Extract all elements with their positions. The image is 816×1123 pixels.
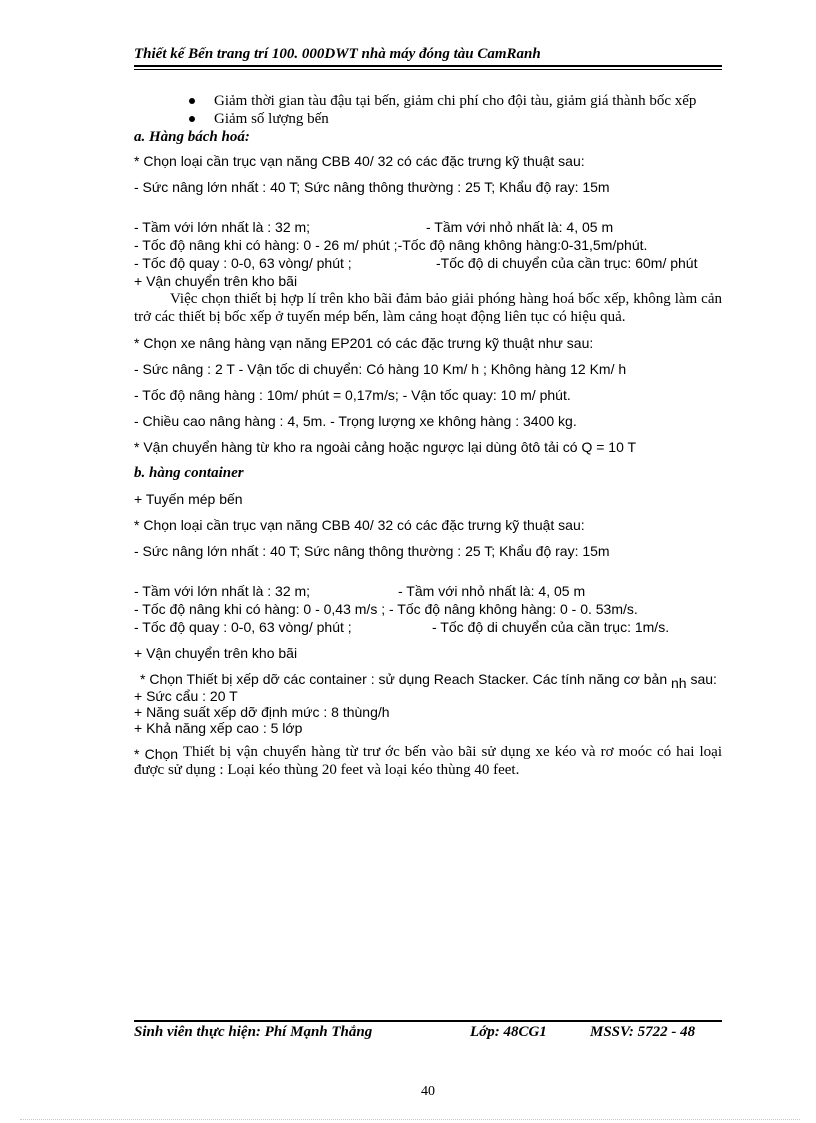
bullet-item: Giảm thời gian tàu đậu tại bến, giảm chi phí cho đội tàu, giảm giá thành bốc xếp — [134, 92, 722, 110]
section-b-heading: b. hàng container — [134, 465, 244, 481]
crane-intro: * Chọn loại cần trục vạn năng CBB 40/ 32 có các đặc trưng kỹ thuật sau: — [134, 153, 585, 169]
lift-speed-line: - Tốc độ nâng khi có hàng: 0 - 26 m/ phút ;-Tốc độ nâng không hàng:0-31,5m/phút. — [134, 237, 648, 253]
storage-paragraph: Việc chọn thiết bị hợp lí trên kho bãi đảm bảo giải phóng hàng hoá bốc xếp, không làm cản trở các thiết bị bốc xếp ở tuyến mép bến, làm cảng hoạt động liên tục có hiệu quả. — [134, 291, 722, 325]
stacker-spec: + Khả năng xếp cao : 5 lớp — [134, 720, 303, 736]
stacker-sau: sau: — [690, 671, 717, 687]
crane-spec-line: - Sức nâng lớn nhất : 40 T; Sức nâng thông thường : 25 T; Khẩu độ ray: 15m — [134, 179, 610, 195]
crane-intro: * Chọn loại cần trục vạn năng CBB 40/ 32 có các đặc trưng kỹ thuật sau: — [134, 517, 585, 533]
rotate-travel-line — [134, 618, 722, 636]
rotate-travel-line — [134, 254, 722, 272]
bullet-item: Giảm số lượng bến — [134, 110, 722, 128]
stacker-subscript: nh — [671, 675, 687, 691]
page-footer — [134, 1023, 722, 1042]
footer-class: Lớp: 48CG1 — [470, 1024, 547, 1040]
rotate-speed: - Tốc độ quay : 0-0, 63 vòng/ phút ; — [134, 255, 352, 271]
forklift-spec-line: - Sức nâng : 2 T - Vận tốc di chuyển: Có hàng 10 Km/ h ; Không hàng 12 Km/ h — [134, 361, 627, 377]
footer-mssv: MSSV: 5722 - 48 — [590, 1024, 696, 1040]
page-header-title: Thiết kế Bến trang trí 100. 000DWT nhà máy đóng tàu CamRanh — [134, 46, 541, 62]
stacker-intro: * Chọn Thiết bị xếp dỡ các container : sử dụng Reach Stacker. Các tính năng cơ bản nh sau: — [140, 671, 717, 691]
container-transport-paragraph: * Chọn Thiết bị vận chuyển hàng từ trư ớc bến vào bãi sử dụng xe kéo và rơ moóc có hai loại được sử dụng : Loại kéo thùng 20 feet và loại kéo thùng 40 feet. — [134, 744, 722, 778]
page-number: 40 — [421, 1084, 435, 1099]
quay-heading: + Tuyến mép bến — [134, 491, 243, 507]
travel-speed: -Tốc độ di chuyển của cần trục: 60m/ phút — [436, 255, 698, 271]
footer-student: Sinh viên thực hiện: Phí Mạnh Thắng — [134, 1024, 373, 1040]
bullet-icon — [189, 98, 195, 104]
rotate-speed: - Tốc độ quay : 0-0, 63 vòng/ phút ; — [134, 619, 352, 635]
forklift-spec-line: - Tốc độ nâng hàng : 10m/ phút = 0,17m/s; - Vận tốc quay: 10 m/ phút. — [134, 387, 571, 403]
reach-min: - Tầm với nhỏ nhất là: 4, 05 m — [426, 219, 614, 235]
footer-rule — [134, 1020, 722, 1022]
travel-speed: - Tốc độ di chuyển của cần trục: 1m/s. — [432, 619, 670, 635]
transport-line: * Vận chuyển hàng từ kho ra ngoài cảng hoặc ngược lại dùng ôtô tải có Q = 10 T — [134, 439, 637, 455]
lift-speed-line: - Tốc độ nâng khi có hàng: 0 - 0,43 m/s ; - Tốc độ nâng không hàng: 0 - 0. 53m/s. — [134, 601, 638, 617]
stacker-spec: + Sức cẩu : 20 T — [134, 688, 238, 704]
reach-max: - Tầm với lớn nhất là : 32 m; — [134, 219, 311, 235]
storage-heading: + Vận chuyển trên kho bãi — [134, 645, 298, 661]
reach-min: - Tầm với nhỏ nhất là: 4, 05 m — [398, 583, 586, 599]
reach-line — [134, 582, 722, 600]
forklift-intro: * Chọn xe nâng hàng vạn năng EP201 có các đặc trưng kỹ thuật như sau: — [134, 335, 594, 351]
stacker-spec: + Năng suất xếp dỡ định mức : 8 thùng/h — [134, 704, 390, 720]
storage-heading: + Vận chuyển trên kho bãi — [134, 273, 298, 289]
page-edge-rule — [20, 1119, 800, 1120]
header-rule-thin — [134, 69, 722, 70]
header-rule — [134, 65, 722, 67]
bullet-icon — [189, 116, 195, 122]
document-body — [134, 92, 722, 779]
section-a-heading: a. Hàng bách hoá: — [134, 129, 250, 145]
reach-line — [134, 218, 722, 236]
reach-max: - Tầm với lớn nhất là : 32 m; — [134, 583, 311, 599]
forklift-spec-line: - Chiều cao nâng hàng : 4, 5m. - Trọng lượng xe không hàng : 3400 kg. — [134, 413, 577, 429]
crane-spec-line: - Sức nâng lớn nhất : 40 T; Sức nâng thông thường : 25 T; Khẩu độ ray: 15m — [134, 543, 610, 559]
